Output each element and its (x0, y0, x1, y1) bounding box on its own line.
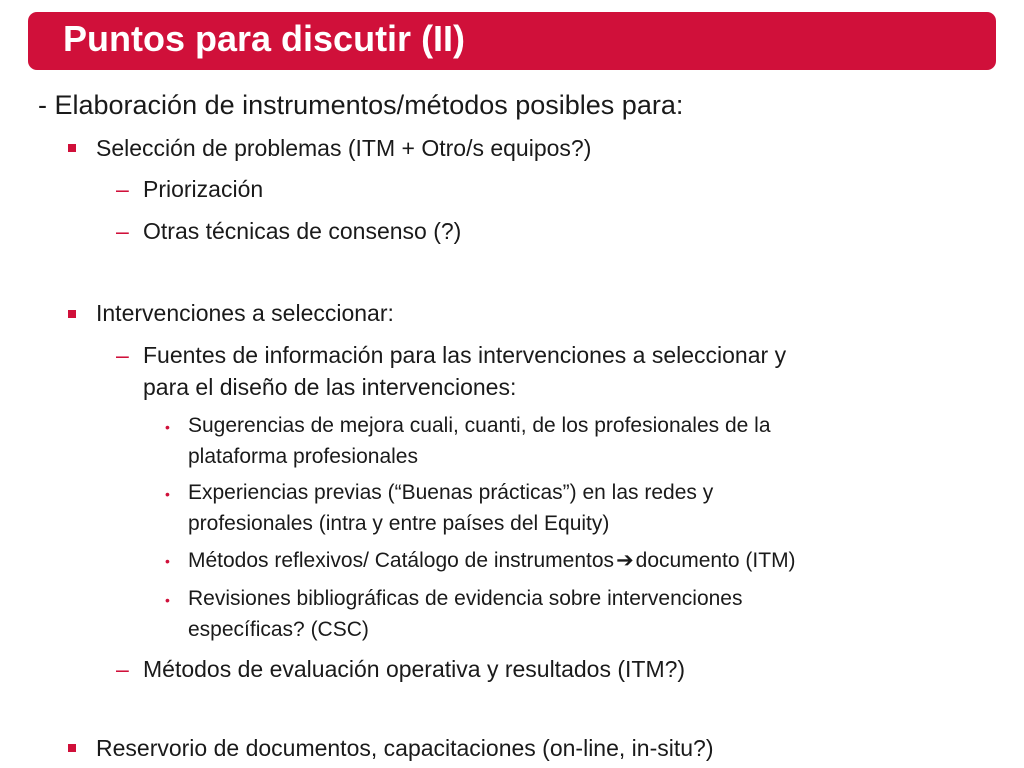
list-item: Métodos de evaluación operativa y resultados (ITM?) (143, 656, 686, 682)
square-bullet-icon (68, 310, 76, 318)
list-item: Fuentes de información para las intervenciones a seleccionar y (143, 342, 787, 368)
dash-bullet-icon: – (116, 342, 129, 368)
dash-bullet-icon: – (116, 176, 129, 202)
dot-bullet-icon: • (165, 553, 170, 569)
list-subitem-continuation: profesionales (intra y entre países del Equity) (188, 512, 610, 535)
list-subitem: Experiencias previas (“Buenas prácticas”) en las redes y (188, 481, 714, 504)
list-subitem-text: documento (ITM) (635, 549, 796, 572)
list-subitem: Revisiones bibliográficas de evidencia sobre intervenciones (188, 587, 743, 610)
dash-bullet-icon: – (116, 218, 129, 244)
list-item-continuation: para el diseño de las intervenciones: (143, 374, 517, 400)
section-label-reservorio: Reservorio de documentos, capacitaciones (on-line, in-situ?) (96, 735, 714, 761)
list-subitem-text: Métodos reflexivos/ Catálogo de instrumentos (188, 549, 615, 572)
list-subitem-continuation: plataforma profesionales (188, 445, 418, 468)
section-label-problemas: Selección de problemas (ITM + Otro/s equipos?) (96, 135, 592, 161)
square-bullet-icon (68, 744, 76, 752)
dot-bullet-icon: • (165, 486, 170, 502)
list-item: Otras técnicas de consenso (?) (143, 218, 462, 244)
dot-bullet-icon: • (165, 419, 170, 435)
section-label-intervenciones: Intervenciones a seleccionar: (96, 300, 394, 326)
slide-title: Puntos para discutir (II) (63, 18, 466, 59)
list-subitem (188, 548, 796, 573)
intro-line: - Elaboración de instrumentos/métodos posibles para: (38, 90, 684, 120)
list-subitem-continuation: específicas? (CSC) (188, 618, 369, 641)
list-subitem: Sugerencias de mejora cuali, cuanti, de los profesionales de la (188, 414, 771, 437)
square-bullet-icon (68, 144, 76, 152)
dash-bullet-icon: – (116, 656, 129, 682)
title-bar (28, 12, 996, 70)
right-arrow-icon: ➔ (616, 549, 634, 572)
list-item: Priorización (143, 176, 264, 202)
dot-bullet-icon: • (165, 592, 170, 608)
